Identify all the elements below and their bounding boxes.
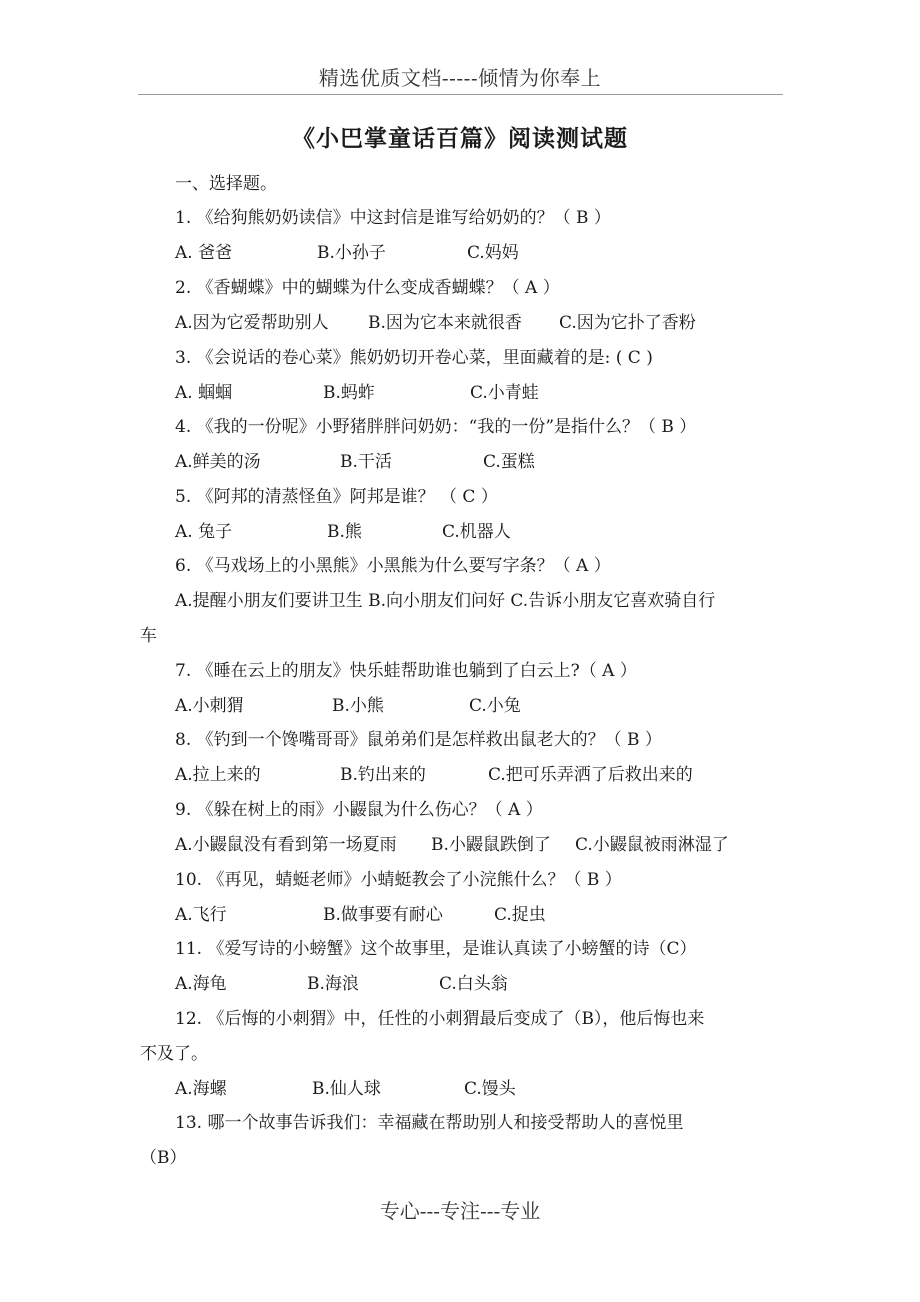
question-10: 10. 《再见，蜻蜓老师》小蜻蜓教会了小浣熊什么？（ B ）	[175, 870, 622, 890]
option-a: A.海龟	[175, 974, 227, 994]
question-8: 8. 《钓到一个馋嘴哥哥》鼠弟弟们是怎样救出鼠老大的？（ B ）	[175, 730, 662, 750]
option-c: C.小兔	[469, 696, 521, 716]
question-4: 4. 《我的一份呢》小野猪胖胖问奶奶：“我的一份”是指什么？（ B ）	[175, 417, 697, 437]
option-b: B.干活	[340, 452, 392, 472]
document-title: 《小巴掌童话百篇》阅读测试题	[292, 125, 628, 152]
option-b: B.仙人球	[312, 1079, 381, 1099]
option-c: C.小青蛙	[470, 383, 539, 403]
option-a: A.拉上来的	[175, 765, 261, 785]
option-a: A.小刺猬	[175, 696, 244, 716]
question-1: 1. 《给狗熊奶奶读信》中这封信是谁写给奶奶的？（ B ）	[175, 208, 611, 228]
option-a: A. 蝈蝈	[175, 383, 233, 403]
section-heading: 一、选择题。	[175, 174, 277, 194]
page-header: 精选优质文档-----倾情为你奉上	[318, 66, 602, 90]
question-2: 2. 《香蝴蝶》中的蝴蝶为什么变成香蝴蝶？（ A ）	[175, 278, 560, 298]
question-12-wrap: 不及了。	[140, 1044, 208, 1064]
option-a: A.海螺	[175, 1079, 227, 1099]
option-b: B.小熊	[332, 696, 384, 716]
option-b: B.小孙子	[317, 243, 386, 263]
question-6-options-wrap: 车	[140, 626, 157, 646]
option-b: B.钓出来的	[340, 765, 426, 785]
option-a: A.小鼹鼠没有看到第一场夏雨	[175, 835, 397, 855]
option-b: B.小鼹鼠跌倒了	[431, 835, 551, 855]
question-11: 11. 《爱写诗的小螃蟹》这个故事里，是谁认真读了小螃蟹的诗（C）	[175, 939, 697, 959]
page-footer: 专心---专注---专业	[379, 1199, 541, 1223]
option-b: B.熊	[327, 522, 362, 542]
header-divider	[138, 94, 783, 95]
option-c: C.因为它扑了香粉	[559, 313, 696, 333]
option-b: B.做事要有耐心	[323, 905, 443, 925]
option-c: C.把可乐弄洒了后救出来的	[488, 765, 693, 785]
option-b: B.蚂蚱	[323, 383, 375, 403]
option-a: A. 爸爸	[175, 243, 233, 263]
question-6-options: A.提醒小朋友们要讲卫生 B.向小朋友们问好 C.告诉小朋友它喜欢骑自行	[175, 591, 716, 611]
question-9: 9. 《躲在树上的雨》小鼹鼠为什么伤心？（ A ）	[175, 800, 543, 820]
option-a: A.鲜美的汤	[175, 452, 261, 472]
question-3: 3. 《会说话的卷心菜》熊奶奶切开卷心菜，里面藏着的是: ( C )	[175, 348, 653, 368]
option-a: A.飞行	[175, 905, 227, 925]
question-12: 12. 《后悔的小刺猬》中，任性的小刺猬最后变成了（B），他后悔也来	[175, 1009, 705, 1029]
question-7: 7. 《睡在云上的朋友》快乐蛙帮助谁也躺到了白云上?（ A ）	[175, 661, 637, 681]
option-c: C.馒头	[464, 1079, 516, 1099]
question-5: 5. 《阿邦的清蒸怪鱼》阿邦是谁？ （ C ）	[175, 487, 498, 507]
option-c: C.白头翁	[439, 974, 508, 994]
option-c: C.妈妈	[467, 243, 519, 263]
question-6: 6. 《马戏场上的小黑熊》小黑熊为什么要写字条？（ A ）	[175, 556, 611, 576]
option-b: B.因为它本来就很香	[368, 313, 522, 333]
option-c: C.蛋糕	[483, 452, 535, 472]
option-a: A. 兔子	[175, 522, 233, 542]
question-13: 13. 哪一个故事告诉我们：幸福藏在帮助别人和接受帮助人的喜悦里	[175, 1113, 684, 1133]
option-c: C.捉虫	[494, 905, 546, 925]
option-b: B.海浪	[307, 974, 359, 994]
option-c: C.小鼹鼠被雨淋湿了	[575, 835, 729, 855]
option-c: C.机器人	[442, 522, 511, 542]
option-a: A.因为它爱帮助别人	[175, 313, 329, 333]
question-13-wrap: （B）	[140, 1148, 187, 1168]
